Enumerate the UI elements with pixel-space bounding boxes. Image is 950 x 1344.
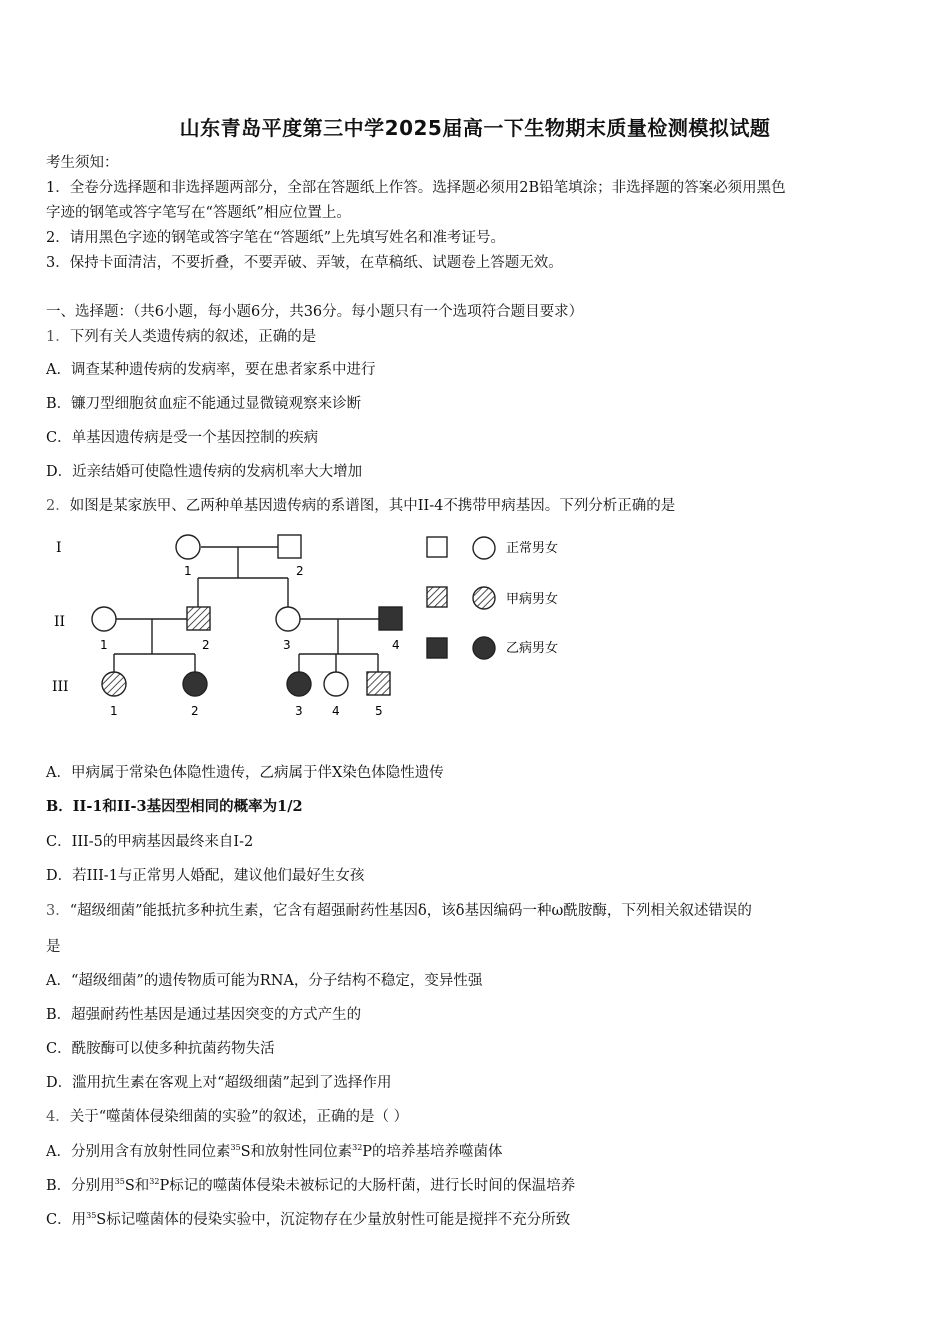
q4b-sup35: 35 <box>114 1177 125 1186</box>
gen-label-3: III <box>52 679 69 695</box>
section-heading: 一、选择题：（共6小题，每小题6分，共36分。每小题只有一个选项符合题目要求） <box>46 304 584 320</box>
gen-label-2: II <box>54 614 66 630</box>
legend-disease-b-label: 乙病男女 <box>506 641 559 656</box>
notice-item-2: 2．请用黑色字迹的钢笔或答字笔在“答题纸”上先填写姓名和准考证号。 <box>46 230 506 246</box>
question-4-stem <box>46 1107 906 1127</box>
gen3-female-2-disease-b <box>183 672 207 696</box>
q4c-part2: S标记噬菌体的侵染实验中，沉淀物存在少量放射性可能是搅拌不充分所致 <box>96 1212 571 1228</box>
question-3-stem-cont: 是 <box>46 939 61 955</box>
gen3-label-3: 3 <box>295 704 303 718</box>
gen2-label-4: 4 <box>392 638 400 652</box>
gen3-label-1: 1 <box>110 704 118 718</box>
gen2-label-1: 1 <box>100 638 108 652</box>
question-3-option-c: C．酰胺酶可以使多种抗菌药物失活 <box>46 1041 275 1057</box>
legend-normal-male <box>427 537 447 557</box>
question-4-number: 4． <box>46 1109 70 1125</box>
q4b-sup32: 32 <box>149 1177 160 1186</box>
pedigree-chart <box>46 528 606 728</box>
q4b-part2: S和 <box>124 1178 150 1194</box>
legend-normal-label: 正常男女 <box>506 541 559 556</box>
question-1-option-c: C．单基因遗传病是受一个基因控制的疾病 <box>46 430 319 446</box>
question-2-text: 如图是某家族甲、乙两种单基因遗传病的系谱图，其中II-4不携带甲病基因。下列分析正确的是 <box>69 498 676 514</box>
notice-item-1: 1．全卷分选择题和非选择题两部分，全部在答题纸上作答。选择题必须用2B铅笔填涂；非选择题的答案必须用黑色 <box>46 180 786 196</box>
q4a-part3: P的培养基培养噬菌体 <box>362 1144 503 1160</box>
question-3-stem <box>46 901 906 921</box>
legend-disease-a-male <box>427 587 447 607</box>
q4c-sup35: 35 <box>86 1211 97 1220</box>
gen2-male-2-disease-a <box>187 607 210 630</box>
gen3-label-4: 4 <box>332 704 340 718</box>
legend-disease-b-male <box>427 638 447 658</box>
gen1-female-1-normal <box>176 535 200 559</box>
gen2-female-1-normal <box>92 607 116 631</box>
exam-title: 山东青岛平度第三中学2025届高一下生物期末质量检测模拟试题 <box>179 116 771 140</box>
notice-item-3: 3．保持卡面清洁，不要折叠，不要弄破、弄皱，在草稿纸、试题卷上答题无效。 <box>46 255 563 271</box>
question-3-text: “超级细菌”能抵抗多种抗生素，它含有超强耐药性基因δ，该δ基因编码一种ω酰胺酶，下列相关叙述错误的 <box>69 903 752 919</box>
legend-disease-a-female <box>473 587 495 609</box>
gen3-label-2: 2 <box>191 704 199 718</box>
question-4-text: 关于“噬菌体侵染细菌的实验”的叙述，正确的是（ ） <box>69 1109 409 1125</box>
q4b-part1: B．分别用 <box>46 1178 115 1194</box>
gen1-male-2-normal <box>278 535 301 558</box>
gen3-male-5-disease-a <box>367 672 390 695</box>
legend-disease-a-label: 甲病男女 <box>506 592 559 607</box>
question-2-number: 2． <box>46 498 70 514</box>
gen2-male-4-disease-b <box>379 607 402 630</box>
question-3-option-b: B．超强耐药性基因是通过基因突变的方式产生的 <box>46 1007 362 1023</box>
question-3-number: 3． <box>46 903 70 919</box>
q4a-part1: A．分别用含有放射性同位素 <box>46 1144 231 1160</box>
pedigree-lines <box>114 547 379 672</box>
question-3-option-d: D．滥用抗生素在客观上对“超级细菌”起到了选择作用 <box>46 1075 392 1091</box>
gen-label-1: I <box>56 540 62 556</box>
question-1-option-a: A．调查某种遗传病的发病率，要在患者家系中进行 <box>46 362 376 378</box>
question-4-option-b <box>46 1176 906 1196</box>
q4b-part3: P标记的噬菌体侵染未被标记的大肠杆菌，进行长时间的保温培养 <box>159 1178 576 1194</box>
q4c-part1: C．用 <box>46 1212 87 1228</box>
question-1-number: 1． <box>46 329 70 345</box>
gen2-label-3: 3 <box>283 638 291 652</box>
legend-normal-female <box>473 537 495 559</box>
gen2-label-2: 2 <box>202 638 210 652</box>
question-2-stem <box>46 496 906 516</box>
q4a-sup32: 32 <box>352 1143 363 1152</box>
question-2-option-d: D．若III-1与正常男人婚配，建议他们最好生女孩 <box>46 868 365 884</box>
question-1-option-d: D．近亲结婚可使隐性遗传病的发病机率大大增加 <box>46 464 363 480</box>
notice-heading: 考生须知： <box>46 155 119 171</box>
gen1-label-2: 2 <box>296 564 304 578</box>
notice-item-1-cont: 字迹的钢笔或答字笔写在“答题纸”相应位置上。 <box>46 205 351 221</box>
question-1-text: 下列有关人类遗传病的叙述，正确的是 <box>69 329 317 345</box>
gen3-label-5: 5 <box>375 704 383 718</box>
legend-disease-b-female <box>473 637 495 659</box>
question-1-option-b: B．镰刀型细胞贫血症不能通过显微镜观察来诊断 <box>46 396 362 412</box>
question-1-stem <box>46 327 906 347</box>
question-2-option-b: B．II-1和II-3基因型相同的概率为1/2 <box>46 798 303 815</box>
question-3-option-a: A．“超级细菌”的遗传物质可能为RNA，分子结构不稳定，变异性强 <box>46 973 483 989</box>
gen3-female-4-normal <box>324 672 348 696</box>
q4a-sup35: 35 <box>230 1143 241 1152</box>
gen3-female-3-disease-b <box>287 672 311 696</box>
question-2-option-a: A．甲病属于常染色体隐性遗传，乙病属于伴X染色体隐性遗传 <box>46 765 444 781</box>
question-4-option-c <box>46 1210 906 1230</box>
q4a-part2: S和放射性同位素 <box>240 1144 353 1160</box>
question-4-option-a <box>46 1142 906 1162</box>
gen2-female-3-normal <box>276 607 300 631</box>
question-2-option-c: C．III-5的甲病基因最终来自I-2 <box>46 834 254 850</box>
gen1-label-1: 1 <box>184 564 192 578</box>
gen3-female-1-disease-a <box>102 672 126 696</box>
